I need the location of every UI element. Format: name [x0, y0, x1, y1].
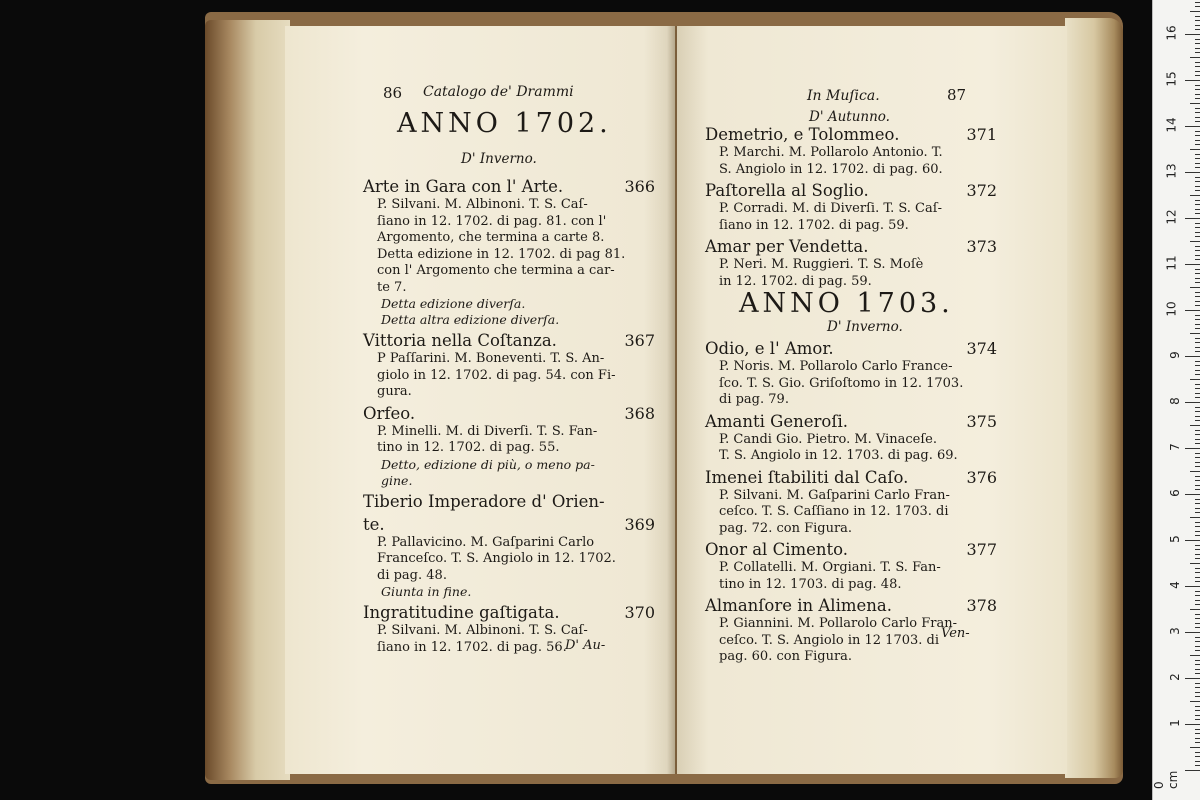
- entry-detail: ſiano in 12. 1702. di pag. 59.: [719, 217, 909, 233]
- ruler-label: 0 cm: [1152, 770, 1180, 789]
- right-page: [677, 26, 1067, 774]
- entry-detail: Detta edizione in 12. 1702. di pag 81.: [377, 246, 626, 262]
- ruler-label: 10: [1164, 301, 1179, 317]
- ruler-label: 11: [1164, 255, 1179, 271]
- entry-title: Amanti Generoſi.: [705, 411, 848, 431]
- ruler-tick: [1195, 664, 1200, 665]
- entry-detail: P. Silvani. M. Albinoni. T. S. Caſ-: [377, 197, 588, 212]
- ruler-tick: [1195, 29, 1200, 30]
- book-edge-right: [1065, 18, 1123, 778]
- ruler-tick: [1195, 305, 1200, 306]
- entry-detail: ſiano in 12. 1702. di pag. 81. con l': [377, 213, 607, 229]
- entry-title-line: [705, 180, 997, 201]
- catalog-entry: [705, 338, 997, 409]
- ruler-tick: [1190, 563, 1200, 564]
- ruler-tick: [1195, 535, 1200, 536]
- ruler-label: 15: [1164, 71, 1179, 87]
- ruler-tick: [1195, 397, 1200, 398]
- entry-title: Imenei ſtabiliti dal Caſo.: [705, 467, 909, 487]
- ruler-tick: [1195, 278, 1200, 279]
- ruler-tick: [1195, 719, 1200, 720]
- entry-number: 373: [966, 237, 997, 256]
- ruler-tick: [1195, 696, 1200, 697]
- entry-title: Vittoria nella Coſtanza.: [363, 331, 557, 350]
- ruler-tick: [1195, 292, 1200, 293]
- ruler-tick: [1195, 466, 1200, 467]
- catalog-entry: [705, 236, 997, 290]
- ruler-tick: [1195, 485, 1200, 486]
- ruler-tick: [1190, 655, 1200, 656]
- entry-title: Ingratitudine gaſtigata.: [363, 603, 560, 622]
- ruler-label: 9: [1168, 351, 1183, 359]
- ruler-tick: [1195, 135, 1200, 136]
- ruler-tick: [1195, 301, 1200, 302]
- entry-note: Giunta in fine.: [381, 584, 472, 599]
- ruler-tick: [1185, 448, 1200, 449]
- entry-detail: tino in 12. 1702. di pag. 55.: [377, 440, 560, 455]
- entry-number: 368: [624, 403, 655, 423]
- entry-title-line: [705, 595, 997, 616]
- ruler-tick: [1195, 2, 1200, 3]
- ruler-tick: [1195, 522, 1200, 523]
- entry-detail: P. Collatelli. M. Orgiani. T. S. Fan-: [719, 560, 941, 575]
- ruler-tick: [1190, 701, 1200, 702]
- ruler-tick: [1195, 765, 1200, 766]
- ruler-label: 6: [1168, 489, 1183, 497]
- entry-title-line: [705, 411, 997, 432]
- ruler-tick: [1195, 618, 1200, 619]
- entry-title: Amar per Vendetta.: [705, 237, 869, 256]
- entry-detail: di pag. 79.: [719, 392, 789, 407]
- ruler-tick: [1195, 246, 1200, 247]
- ruler-tick: [1195, 269, 1200, 270]
- ruler-tick: [1195, 167, 1200, 168]
- ruler-label: 3: [1168, 627, 1183, 635]
- ruler-label: 1: [1168, 719, 1183, 727]
- ruler-tick: [1195, 282, 1200, 283]
- ruler-label: 12: [1164, 209, 1179, 225]
- entry-number: 377: [966, 540, 997, 559]
- ruler-tick: [1195, 526, 1200, 527]
- ruler-tick: [1195, 158, 1200, 159]
- year-heading: ANNO 1703.: [739, 288, 954, 319]
- entry-title: Arte in Gara con l' Arte.: [363, 177, 564, 196]
- ruler-tick: [1195, 476, 1200, 477]
- ruler-tick: [1195, 692, 1200, 693]
- entry-detail: tino in 12. 1703. di pag. 48.: [719, 576, 902, 592]
- ruler-tick: [1195, 25, 1200, 26]
- entry-detail: in 12. 1702. di pag. 59.: [719, 273, 872, 289]
- ruler-tick: [1195, 531, 1200, 532]
- ruler-tick: [1190, 379, 1200, 380]
- ruler-tick: [1195, 250, 1200, 251]
- catchword: D' Au-: [565, 638, 606, 653]
- ruler-tick: [1195, 365, 1200, 366]
- ruler-tick: [1195, 20, 1200, 21]
- catalog-entry: [363, 330, 655, 401]
- ruler-tick: [1195, 480, 1200, 481]
- running-header: Catalogo de' Drammi: [423, 84, 574, 100]
- ruler-tick: [1195, 204, 1200, 205]
- ruler-tick: [1185, 80, 1200, 81]
- ruler-tick: [1195, 388, 1200, 389]
- ruler-tick: [1195, 384, 1200, 385]
- ruler-tick: [1195, 706, 1200, 707]
- ruler-tick: [1195, 742, 1200, 743]
- ruler-tick: [1195, 646, 1200, 647]
- entry-note: Detto, edizione di più, o meno pa-: [381, 456, 595, 472]
- entry-title-line: [363, 330, 655, 351]
- ruler-tick: [1195, 62, 1200, 63]
- entry-detail: di pag. 48.: [377, 567, 447, 583]
- entry-detail: ſco. T. S. Gio. Griſoſtomo in 12. 1703.: [719, 375, 964, 391]
- ruler-tick: [1195, 227, 1200, 228]
- ruler-tick: [1185, 34, 1200, 35]
- ruler-tick: [1185, 724, 1200, 725]
- entry-detail: T. S. Angiolo in 12. 1703. di pag. 69.: [719, 448, 958, 463]
- ruler-tick: [1185, 264, 1200, 265]
- catalog-entry: [705, 467, 997, 538]
- ruler-tick: [1195, 213, 1200, 214]
- ruler-label: 5: [1168, 535, 1183, 543]
- ruler-tick: [1195, 752, 1200, 753]
- ruler-tick: [1195, 439, 1200, 440]
- ruler-tick: [1195, 443, 1200, 444]
- ruler-tick: [1195, 71, 1200, 72]
- entry-number: 370: [624, 603, 655, 622]
- ruler-tick: [1195, 16, 1200, 17]
- entry-detail: pag. 60. con Figura.: [719, 649, 853, 664]
- ruler-tick: [1195, 637, 1200, 638]
- ruler-tick: [1195, 181, 1200, 182]
- ruler-tick: [1195, 338, 1200, 339]
- ruler-tick: [1195, 761, 1200, 762]
- entry-number: 378: [966, 596, 997, 615]
- ruler-tick: [1195, 232, 1200, 233]
- page-number: 86: [383, 84, 403, 102]
- entry-number: 367: [624, 331, 655, 350]
- entry-number: 376: [966, 467, 997, 487]
- entry-list: [705, 338, 997, 668]
- book-edge-left: [205, 20, 290, 780]
- ruler-tick: [1195, 117, 1200, 118]
- ruler-tick: [1195, 370, 1200, 371]
- entry-title-line: [363, 602, 655, 623]
- ruler-tick: [1195, 112, 1200, 113]
- season-heading: D' Inverno.: [827, 319, 903, 335]
- ruler-tick: [1195, 641, 1200, 642]
- entry-title-line: [363, 491, 655, 512]
- ruler-tick: [1195, 733, 1200, 734]
- ruler-tick: [1195, 683, 1200, 684]
- ruler-tick: [1195, 361, 1200, 362]
- ruler-tick: [1195, 347, 1200, 348]
- ruler-tick: [1195, 273, 1200, 274]
- ruler-tick: [1195, 255, 1200, 256]
- ruler-tick: [1195, 163, 1200, 164]
- entry-detail: Franceſco. T. S. Angiolo in 12. 1702.: [377, 551, 616, 566]
- ruler-tick: [1190, 195, 1200, 196]
- ruler-tick: [1195, 259, 1200, 260]
- entry-title: Onor al Cimento.: [705, 540, 849, 559]
- ruler-tick: [1195, 39, 1200, 40]
- catalog-entry: [705, 124, 997, 178]
- ruler-tick: [1190, 287, 1200, 288]
- entry-number: 371: [966, 125, 997, 144]
- entry-title-line: [705, 236, 997, 257]
- ruler-tick: [1195, 94, 1200, 95]
- ruler-tick: [1195, 420, 1200, 421]
- ruler-tick: [1185, 218, 1200, 219]
- ruler-tick: [1195, 190, 1200, 191]
- ruler-tick: [1185, 172, 1200, 173]
- entry-detail: con l' Argomento che termina a car-: [377, 263, 615, 278]
- entry-title: Demetrio, e Tolommeo.: [705, 125, 900, 144]
- entry-detail: P. Silvani. M. Gaſparini Carlo Fran-: [719, 487, 950, 503]
- entry-title: Tiberio Imperadore d' Orien-: [363, 491, 605, 511]
- catalog-entry: [363, 403, 655, 489]
- entry-detail: P. Noris. M. Pollarolo Carlo France-: [719, 359, 953, 374]
- ruler-tick: [1185, 586, 1200, 587]
- entry-detail: P Paſſarini. M. Boneventi. T. S. An-: [377, 351, 605, 366]
- ruler-tick: [1195, 121, 1200, 122]
- entry-detail: gura.: [377, 384, 412, 399]
- ruler-tick: [1195, 48, 1200, 49]
- ruler-tick: [1190, 517, 1200, 518]
- ruler-tick: [1195, 416, 1200, 417]
- ruler-tick: [1195, 568, 1200, 569]
- ruler-tick: [1195, 604, 1200, 605]
- entry-detail: P. Silvani. M. Albinoni. T. S. Caſ-: [377, 623, 588, 638]
- ruler-tick: [1195, 144, 1200, 145]
- ruler-tick: [1190, 149, 1200, 150]
- page-number: 87: [947, 86, 967, 104]
- ruler-tick: [1195, 595, 1200, 596]
- ruler-tick: [1195, 52, 1200, 53]
- entry-detail: P. Marchi. M. Pollarolo Antonio. T.: [719, 145, 943, 160]
- entry-detail: P. Pallavicino. M. Gaſparini Carlo: [377, 534, 595, 550]
- ruler-tick: [1195, 669, 1200, 670]
- entry-number: 375: [966, 411, 997, 431]
- ruler-tick: [1185, 632, 1200, 633]
- ruler-label: 2: [1168, 673, 1183, 681]
- ruler-tick: [1195, 499, 1200, 500]
- ruler-tick: [1195, 43, 1200, 44]
- ruler-tick: [1190, 609, 1200, 610]
- ruler-label: 7: [1168, 443, 1183, 451]
- entry-detail: ceſco. T. S. Caſſiano in 12. 1703. di: [719, 504, 949, 519]
- entry-title: Odio, e l' Amor.: [705, 339, 834, 358]
- entry-number: 366: [624, 177, 655, 196]
- entry-title-line: [705, 467, 997, 488]
- entry-title-line: [363, 176, 655, 197]
- ruler-tick: [1195, 140, 1200, 141]
- ruler-tick: [1195, 673, 1200, 674]
- ruler-tick: [1190, 11, 1200, 12]
- ruler-tick: [1195, 600, 1200, 601]
- ruler-tick: [1195, 729, 1200, 730]
- ruler-tick: [1195, 508, 1200, 509]
- ruler-label: 13: [1164, 163, 1179, 179]
- ruler-tick: [1195, 581, 1200, 582]
- entry-title: Paſtorella al Soglio.: [705, 181, 869, 200]
- ruler-tick: [1195, 177, 1200, 178]
- ruler-tick: [1185, 770, 1200, 771]
- ruler-tick: [1195, 223, 1200, 224]
- ruler-tick: [1185, 402, 1200, 403]
- ruler-tick: [1195, 328, 1200, 329]
- ruler-tick: [1190, 747, 1200, 748]
- season-heading: D' Inverno.: [461, 151, 537, 167]
- ruler-label: 16: [1164, 25, 1179, 41]
- entry-detail: ſiano in 12. 1702. di pag. 56.: [377, 639, 567, 655]
- entry-number: 369: [624, 514, 655, 534]
- ruler-tick: [1195, 453, 1200, 454]
- ruler-tick: [1195, 577, 1200, 578]
- ruler-tick: [1185, 310, 1200, 311]
- open-book: [205, 12, 1123, 784]
- year-heading: ANNO 1702.: [397, 108, 612, 139]
- catalog-entry: [705, 411, 997, 465]
- ruler-tick: [1195, 85, 1200, 86]
- ruler-tick: [1195, 186, 1200, 187]
- ruler-label: 14: [1164, 117, 1179, 133]
- ruler-tick: [1195, 393, 1200, 394]
- entry-detail: P. Neri. M. Ruggieri. T. S. Moſè: [719, 257, 924, 272]
- ruler-tick: [1195, 489, 1200, 490]
- ruler-tick: [1195, 430, 1200, 431]
- ruler-tick: [1195, 89, 1200, 90]
- entry-note: Detta edizione diverſa.: [381, 296, 526, 311]
- ruler-tick: [1190, 425, 1200, 426]
- ruler-tick: [1195, 512, 1200, 513]
- ruler-tick: [1185, 540, 1200, 541]
- entry-detail: P. Corradi. M. di Diverſi. T. S. Caſ-: [719, 201, 942, 216]
- entry-title-line: [705, 338, 997, 359]
- entry-title: te.: [363, 514, 385, 534]
- ruler-tick: [1185, 356, 1200, 357]
- ruler-label: 4: [1168, 581, 1183, 589]
- entry-title: Almanſore in Alimena.: [705, 596, 892, 615]
- ruler-tick: [1195, 650, 1200, 651]
- ruler-tick: [1190, 103, 1200, 104]
- ruler-tick: [1190, 57, 1200, 58]
- ruler-tick: [1195, 131, 1200, 132]
- ruler-tick: [1185, 494, 1200, 495]
- ruler-tick: [1195, 549, 1200, 550]
- entry-detail: Argomento, che termina a carte 8.: [377, 230, 605, 245]
- season-heading: D' Autunno.: [809, 109, 890, 125]
- ruler-tick: [1195, 209, 1200, 210]
- ruler-tick: [1195, 6, 1200, 7]
- left-page: [285, 26, 675, 774]
- ruler-tick: [1195, 710, 1200, 711]
- ruler-tick: [1195, 558, 1200, 559]
- catalog-entry: [363, 491, 655, 512]
- ruler-tick: [1195, 715, 1200, 716]
- ruler-tick: [1195, 66, 1200, 67]
- entry-list: [363, 176, 655, 658]
- ruler-tick: [1195, 296, 1200, 297]
- ruler-tick: [1195, 457, 1200, 458]
- entry-title-line: [363, 514, 655, 535]
- measuring-ruler: [1152, 0, 1200, 800]
- entry-detail: P. Candi Gio. Pietro. M. Vinaceſe.: [719, 431, 937, 447]
- entry-detail: giolo in 12. 1702. di pag. 54. con Fi-: [377, 367, 616, 383]
- entry-note: gine.: [381, 472, 413, 488]
- ruler-tick: [1195, 687, 1200, 688]
- ruler-tick: [1190, 333, 1200, 334]
- ruler-tick: [1195, 738, 1200, 739]
- ruler-label: 8: [1168, 397, 1183, 405]
- ruler-tick: [1195, 554, 1200, 555]
- entry-list: [705, 124, 997, 292]
- ruler-tick: [1185, 678, 1200, 679]
- ruler-tick: [1195, 756, 1200, 757]
- catalog-entry: [705, 180, 997, 234]
- ruler-tick: [1195, 572, 1200, 573]
- ruler-tick: [1195, 434, 1200, 435]
- entry-title-line: [363, 403, 655, 424]
- ruler-tick: [1195, 374, 1200, 375]
- ruler-tick: [1195, 351, 1200, 352]
- ruler-tick: [1190, 241, 1200, 242]
- ruler-tick: [1195, 108, 1200, 109]
- ruler-tick: [1195, 591, 1200, 592]
- entry-detail: te 7.: [377, 279, 407, 295]
- catalog-entry: [705, 539, 997, 593]
- entry-number: 374: [966, 339, 997, 358]
- ruler-tick: [1195, 623, 1200, 624]
- ruler-tick: [1195, 462, 1200, 463]
- ruler-tick: [1190, 471, 1200, 472]
- catalog-entry: [363, 514, 655, 601]
- catchword: Ven-: [941, 626, 970, 641]
- entry-note: Detta altra edizione diverſa.: [381, 312, 560, 327]
- ruler-tick: [1195, 342, 1200, 343]
- ruler-tick: [1195, 411, 1200, 412]
- ruler-tick: [1195, 98, 1200, 99]
- ruler-tick: [1195, 315, 1200, 316]
- ruler-tick: [1195, 75, 1200, 76]
- entry-title-line: [705, 539, 997, 560]
- ruler-tick: [1195, 407, 1200, 408]
- ruler-tick: [1195, 503, 1200, 504]
- entry-detail: S. Angiolo in 12. 1702. di pag. 60.: [719, 161, 943, 177]
- ruler-tick: [1195, 154, 1200, 155]
- entry-detail: P. Giannini. M. Pollarolo Carlo Fran-: [719, 616, 957, 631]
- catalog-entry: [363, 602, 655, 656]
- catalog-entry: [363, 176, 655, 328]
- entry-detail: pag. 72. con Figura.: [719, 520, 853, 536]
- entry-detail: P. Minelli. M. di Diverſi. T. S. Fan-: [377, 423, 598, 439]
- entry-title-line: [705, 124, 997, 145]
- ruler-tick: [1195, 627, 1200, 628]
- entry-title: Orfeo.: [363, 403, 416, 423]
- entry-number: 372: [966, 181, 997, 200]
- ruler-tick: [1195, 319, 1200, 320]
- entry-detail: ceſco. T. S. Angiolo in 12 1703. di: [719, 632, 940, 648]
- running-header: In Muſica.: [807, 88, 880, 104]
- ruler-tick: [1195, 236, 1200, 237]
- ruler-tick: [1185, 126, 1200, 127]
- ruler-tick: [1195, 614, 1200, 615]
- ruler-tick: [1195, 200, 1200, 201]
- ruler-tick: [1195, 324, 1200, 325]
- ruler-tick: [1195, 660, 1200, 661]
- ruler-tick: [1195, 545, 1200, 546]
